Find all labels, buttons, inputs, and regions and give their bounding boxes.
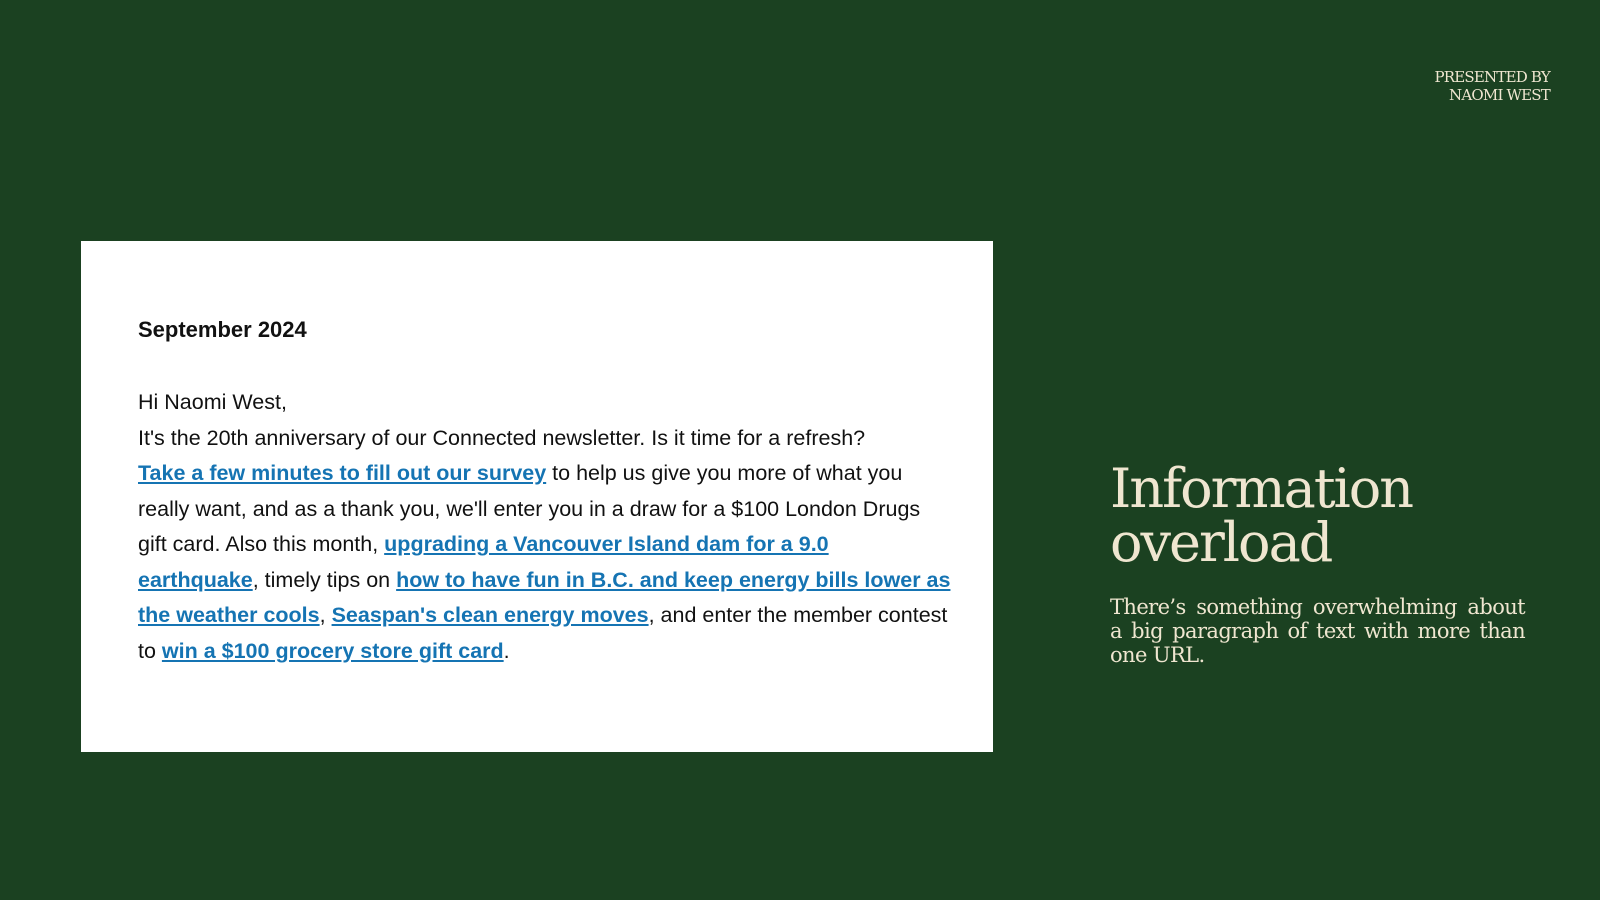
survey-link[interactable]: Take a few minutes to fill out our survey <box>138 461 547 485</box>
email-date: September 2024 <box>138 317 307 342</box>
email-body <box>138 385 953 669</box>
slide-title: Information overload <box>1110 457 1413 574</box>
dam-upgrade-link[interactable]: upgrading a Vancouver Island dam for a 9.0 earthquake <box>138 532 829 592</box>
email-paragraph <box>138 421 953 670</box>
presenter-line-1: PRESENTED BY <box>1434 68 1550 86</box>
email-greeting: Hi Naomi West, <box>138 390 287 414</box>
period-text: . <box>503 638 510 663</box>
energy-tips-link[interactable]: how to have fun in B.C. and keep energy bills lower as the weather cools <box>138 567 951 627</box>
tips-text: , timely tips on <box>252 567 397 592</box>
seaspan-link[interactable]: Seaspan's clean energy moves <box>331 603 649 627</box>
intro-text: It's the 20th anniversary of our Connected newsletter. Is it time for a refresh? <box>138 425 866 450</box>
comma-text: , <box>319 603 332 627</box>
grocery-contest-link[interactable]: win a $100 grocery store gift card <box>161 638 504 663</box>
slide-subtitle: There’s something overwhelming about a big paragraph of text with more than one URL. <box>1110 595 1525 667</box>
contest-text: , and enter the member contest to <box>138 603 948 663</box>
email-screenshot <box>81 241 993 752</box>
presenter-credit <box>1250 68 1550 104</box>
presenter-name: NAOMI WEST <box>1449 86 1550 104</box>
survey-followup-text: to help us give you more of what you really want, and as a thank you, we'll enter you in a draw for a $100 London Drugs gift card. Also this month, <box>138 461 921 556</box>
